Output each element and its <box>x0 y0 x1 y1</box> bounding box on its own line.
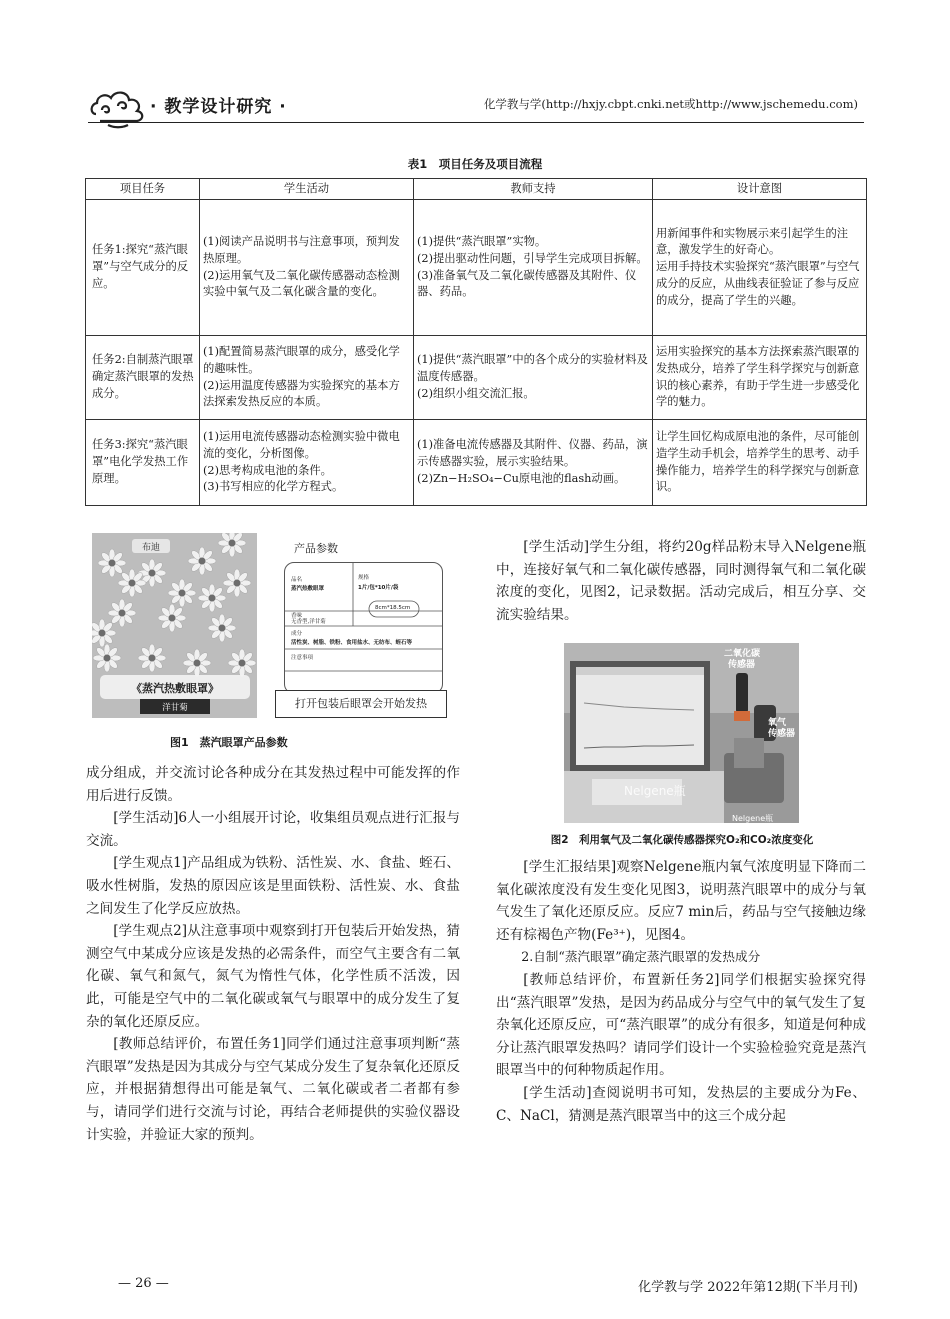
nelgene-bottle-label: Nelgene瓶 <box>732 814 774 823</box>
header-rule <box>88 122 864 123</box>
svg-text:Nelgene瓶: Nelgene瓶 <box>624 784 686 798</box>
table-cell-student: (1)运用电流传感器动态检测实验中微电流的变化，分析图像。 (2)思考构成电池的条件。 (3)书写相应的化学方程式。 <box>200 420 414 506</box>
product-params-title: 产品参数 <box>294 542 338 555</box>
col-header-student: 学生活动 <box>200 179 414 200</box>
left-column-text <box>86 762 460 1146</box>
footer-journal-issue: 化学教与学 2022年第12期(下半月刊) <box>638 1280 858 1295</box>
o2-sensor-label-line2: 传感器 <box>768 729 796 739</box>
body-paragraph: [学生观点2]从注意事项中观察到打开包装后开始发热，猜测空气中某成分应该是发热的必需条件，而空气主要含有二氧化碳、氧气和氮气，氮气为惰性气体，化学性质不活泼，因此，可能是空气中的二氧化碳或氧气与眼罩中的成分发生了复杂的氧化还原反应。 <box>86 923 460 1030</box>
card-name-label: 品名 <box>291 577 303 583</box>
table-cell-student: (1)阅读产品说明书与注意事项，预判发热原理。 (2)运用氧气及二氧化碳传感器动态检测实验中氧气及二氧化碳含量的变化。 <box>200 200 414 336</box>
table-cell-student: (1)配置简易蒸汽眼罩的成分，感受化学的趣味性。 (2)运用温度传感器为实验探究的基本方法探索发热反应的本质。 <box>200 336 414 420</box>
table-number: 表1 <box>407 157 428 171</box>
table-row <box>86 336 867 420</box>
section-title: · 教学设计研究 · <box>150 97 287 117</box>
table-cell-task: 任务3:探究“蒸汽眼罩”电化学发热工作原理。 <box>86 420 200 506</box>
col-header-intent: 设计意图 <box>653 179 867 200</box>
right-column-top-text <box>496 536 866 626</box>
card-name-value: 蒸汽热敷眼罩 <box>291 586 325 592</box>
card-size-value: 8cm*18.5cm <box>375 605 411 611</box>
table-cell-task: 任务2:自制蒸汽眼罩确定蒸汽眼罩的发热成分。 <box>86 336 200 420</box>
body-paragraph: [学生活动]查阅说明书可知，发热层的主要成分为Fe、C、NaCl，猜测是蒸汽眼罩当中的这三个成分起 <box>496 1084 866 1124</box>
card-scent-value: 无香型,洋甘菊 <box>291 619 326 625</box>
o2-sensor-label-line1: 氧气 <box>768 718 787 728</box>
figure1-caption: 图1 蒸汽眼罩产品参数 <box>170 736 288 749</box>
card-scent-label: 香味 <box>291 613 303 619</box>
card-notes-label: 注意事项 <box>291 655 314 661</box>
co2-sensor-label-line2: 传感器 <box>728 660 756 670</box>
col-header-teacher: 教师支持 <box>414 179 653 200</box>
body-paragraph: [教师总结评价，布置任务1]同学们通过注意事项判断“蒸汽眼罩”发热是因为其成分与空气某成分发生了复杂氧化还原反应，并根据猜想得出可能是氧气、二氧化碳或者二者都有参与，请同学们进行交流与讨论，再结合老师提供的实验仪器设计实验，并验证大家的预判。 <box>86 1036 460 1143</box>
page-number: — 26 — <box>118 1276 169 1291</box>
card-grid-lines <box>285 563 442 693</box>
table-row <box>86 200 867 336</box>
subsection-heading: 2.自制“蒸汽眼罩”确定蒸汽眼罩的发热成分 <box>521 949 761 965</box>
co2-sensor-label-line1: 二氧化碳 <box>724 649 761 659</box>
table-cell-teacher: (1)提供“蒸汽眼罩”实物。 (2)提出驱动性问题，引导学生完成项目拆解。 (3)准备氧气及二氧化碳传感器及其附件、仪器、药品。 <box>414 200 653 336</box>
card-spec-value: 1片/包*10片/袋 <box>358 585 399 591</box>
col-header-task: 项目任务 <box>86 179 200 200</box>
flower-pattern-image <box>92 533 257 718</box>
package-variant: 洋甘菊 <box>162 703 188 713</box>
table-cell-teacher: (1)提供“蒸汽眼罩”中的各个成分的实验材料及温度传感器。 (2)组织小组交流汇报。 <box>414 336 653 420</box>
table-row <box>86 420 867 506</box>
eye-mask-package-photo <box>92 533 257 718</box>
package-brand: 布迪 <box>141 543 161 553</box>
journal-header: 化学教与学(http://hxjy.cbpt.cnki.net或http://www.jschemedu.com) <box>483 97 858 111</box>
card-spec-label: 规格 <box>358 575 370 581</box>
body-paragraph: [学生汇报结果]观察Nelgene瓶内氧气浓度明显下降而二氧化碳浓度没有发生变化见图3，说明蒸汽眼罩中的成分与氧气发生了氧化还原反应。反应7 min后，药品与空气接触边缘还有棕褐色产物(Fe³⁺)，见图4。 <box>496 859 866 943</box>
project-table <box>85 178 867 506</box>
table-cell-teacher: (1)准备电流传感器及其附件、仪器、药品，演示传感器实验，展示实验结果。 (2)Zn−H₂SO₄−Cu原电池的flash动画。 <box>414 420 653 506</box>
table-cell-intent: 让学生回忆构成原电池的条件，尽可能创造学生动手机会，培养学生的思考、动手操作能力，培养学生的科学探究与创新意识。 <box>653 420 867 506</box>
table-header-row <box>86 179 867 200</box>
card-ingredients-value: 活性炭、树脂、铁粉、食用盐水、无纺布、蛭石等 <box>291 640 413 646</box>
body-paragraph: [学生观点1]产品组成为铁粉、活性炭、水、食盐、蛭石、吸水性树脂，发热的原因应该是里面铁粉、活性炭、水、食盐之间发生了化学反应放热。 <box>86 855 460 917</box>
sensor-experiment-photo <box>564 643 799 823</box>
body-paragraph: [学生活动]学生分组，将约20g样品粉末导入Nelgene瓶中，连接好氧气和二氧化碳传感器，同时测得氧气和二氧化碳浓度的变化，见图2，记录数据。活动完成后，相互分享、交流实验结果。 <box>496 539 866 623</box>
cloud-logo-icon <box>88 84 158 130</box>
figure2-caption: 图2 利用氧气及二氧化碳传感器探究O₂和CO₂浓度变化 <box>550 834 814 846</box>
package-label: 《蒸汽热敷眼罩》 <box>131 682 219 695</box>
body-paragraph: 成分组成，并交流讨论各种成分在其发热过程中可能发挥的作用后进行反馈。 <box>86 765 460 804</box>
body-paragraph: [教师总结评价，布置新任务2]同学们根据实验探究得出“蒸汽眼罩”发热，是因为药品成分与空气中的氧气发生了复杂氧化还原反应，可“蒸汽眼罩”的成分有很多，知道是何种成分让蒸汽眼罩发热吗？请同学们设计一个实验检验究竟是蒸汽眼罩当中的何种物质起作用。 <box>496 971 866 1079</box>
product-params-card <box>284 562 443 694</box>
right-column-bottom-text <box>496 856 866 1127</box>
table-cell-intent: 运用实验探究的基本方法探索蒸汽眼罩的发热成分，培养了学生科学探究与创新意识的核心素养，有助于学生进一步感受化学的魅力。 <box>653 336 867 420</box>
card-ingredients-label: 成分 <box>291 631 303 637</box>
laptop-sensor-image <box>564 643 799 823</box>
body-paragraph: [学生活动]6人一小组展开讨论，收集组员观点进行汇报与交流。 <box>86 810 460 849</box>
table-cell-task: 任务1:探究“蒸汽眼罩”与空气成分的反应。 <box>86 200 200 336</box>
heating-callout: 打开包装后眼罩会开始发热 <box>275 690 447 718</box>
table-caption <box>0 156 950 172</box>
table-cell-intent: 用新闻事件和实物展示来引起学生的注意，激发学生的好奇心。 运用手持技术实验探究“蒸汽眼罩”与空气成分的反应，从曲线表征验证了参与反应的成分，提高了学生的兴趣。 <box>653 200 867 336</box>
table-title: 项目任务及项目流程 <box>438 157 543 171</box>
